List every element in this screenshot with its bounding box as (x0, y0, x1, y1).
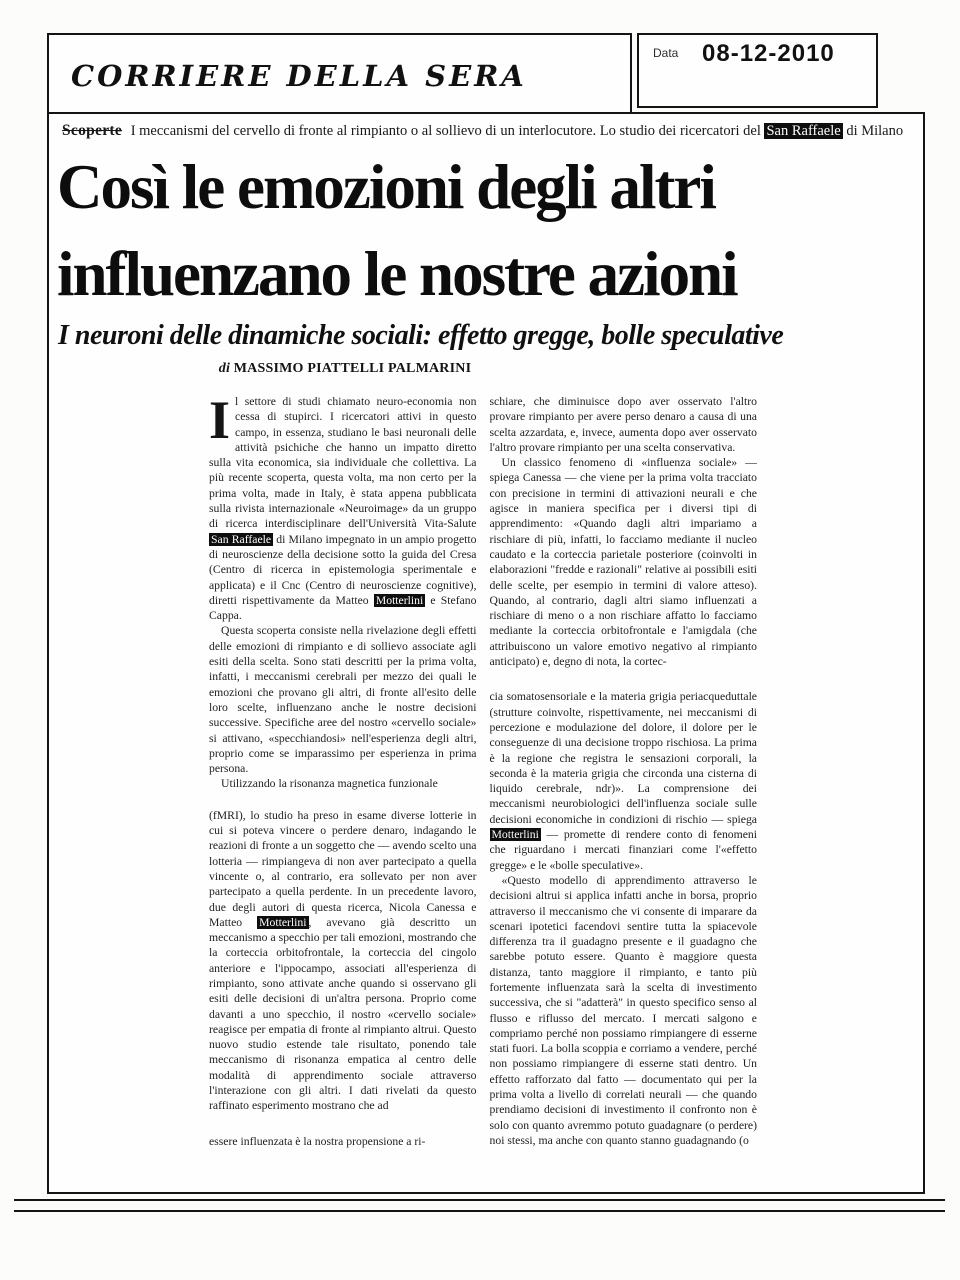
text-segment: e Stefano Cappa. (209, 593, 477, 623)
paragraph: Utilizzando la risonanza magnetica funzionale (221, 777, 438, 791)
kicker-section-label: Scoperte (62, 122, 123, 139)
paragraph: Un classico fenomeno di «influenza sociale» — spiega Canessa — che viene per la prima volta tracciato con precisione in termini di attivazioni neurali e che agisce in maniera specifica per i diversi tipi di apprendimento: «Quando dagli altri impariamo a rischiare di più, infatti, lo facciamo mediante il nucleo caudato e la corteccia parietale posteriore (coinvolti in elaborazioni "fredde e razionali" relative ai possibili esiti delle scelte, per esempio in termini di valore atteso). Quando, al contrario, dagli altri siamo influenzati a rischiare di meno o a non rischiare affatto lo facciamo mediante la corteccia orbitofrontale e l'amigdala (che attribuiscono un valore emotivo negativo al rimpianto anticipato) e, degno di nota, la cortec- (489, 456, 757, 669)
article-body (209, 390, 757, 1149)
highlight-san-raffaele: San Raffaele (211, 532, 272, 546)
newspaper-masthead: CORRIERE DELLA SERA (71, 59, 527, 93)
byline-author: MASSIMO PIATTELLI PALMARINI (233, 361, 472, 376)
paragraph: «Questo modello di apprendimento attraverso le decisioni altrui si applica infatti anche in borsa, proprio attraverso il meccanismo che vi consente di imparare da scenari ipotetici facendovi sentire tutta la spiacevole differenza tra il guadagno presente e il guadagno che sarebbe potuto essere. Quanto è maggiore questa distanza, tanto maggiore il rimpianto, e tanto più fortemente influenzata sarà la scelta di investimento successiva, che si "adatterà" in questo specifico senso al flusso e riflusso del mercato. I mercati salgono e compriamo perché non possiamo rimpiangere di esserne stati fuori. La bolla scoppia e corriamo a vendere, perché non possiamo rimpiangere di esserne stati dentro. Un effetto rafforzato dal fatto — documentato qui per la prima volta a livello di correlati neurali — che quando prendiamo decisioni di investimento il confronto non è solo con quanto avremmo potuto guadagnare (o perdere) noi stessi, ma anche con quanto stanno guadagnando (o (489, 873, 757, 1147)
date-box (637, 33, 878, 108)
subheadline: I neuroni delle dinamiche sociali: effetto gregge, bolle speculative (58, 320, 784, 351)
kicker-highlight-san-raffaele: San Raffaele (766, 123, 841, 139)
drop-cap: I (209, 390, 231, 450)
paragraph (490, 689, 758, 873)
masthead-box (47, 33, 632, 115)
paragraph (209, 808, 477, 1114)
highlight-motterlini: Motterlini (491, 828, 539, 842)
left-column (209, 390, 477, 1149)
kicker-text-after: di Milano (842, 123, 904, 139)
paragraph: schiare, che diminuisce dopo aver osservato l'altro provare rimpianto per avere perso denaro a causa di una scelta azzardata, e, invece, aumenta dopo aver osservato l'altro provare rimpianto per una scelta conservativa. (489, 395, 757, 454)
highlight-motterlini: Motterlini (375, 593, 424, 607)
date-value: 08-12-2010 (702, 40, 835, 67)
text-segment: , avevano già descritto un meccanismo a specchio per tali emozioni, mostrando che la corteccia orbitofrontale, la corteccia del cingolo anteriore e l'ippocampo, associati all'esperienza di rimpianto, sono attivate anche quando si osservano gli esiti delle decisioni di un'altra persona. Proprio come davanti a uno specchio, il nostro «cervello sociale» reagisce per empatia di fronte al rimpianto altrui. Questo nuovo studio estende tale risultato, ponendo tale meccanismo di risonanza empatica al centro delle modalità di apprendimento sociale attraverso l'interazione con gli altri. I dati rivelati da questo raffinato esperimento mostrano che ad (209, 915, 477, 1113)
bottom-rule-band (14, 1199, 945, 1212)
text-segment: — promette di rendere conto di fenomeni che riguardano i mercati finanziari come l'«effetto gregge» e le «bolle speculative». (489, 828, 757, 872)
highlight-motterlini: Motterlini (259, 915, 307, 929)
text-segment: di Milano impegnato in un ampio progetto di neuroscienze della decisione sotto la guida del Cresa (Centro di ricerca in epistemologia sperimentale e applicata) e il Cnc (Centro di neuroscienze cognitive), diretti rispettivamente da Matteo (209, 532, 477, 607)
paragraph (209, 390, 477, 623)
text-segment: cia somatosensoriale e la materia grigia periacqueduttale (strutture coinvolte, rispettivamente, nei meccanismi di percezione e modulazione del dolore, il dolore per le conseguenze di una decisione troppo rischiosa. La prima è la regione che registra le sensazioni corporali, la seconda è la materia grigia che circonda una cisterna di liquido cerebrale, ndr)». La comprensione dei meccanismi neurobiologici dell'influenza sociale sulle decisioni economiche in condizioni di rischio — spiega (489, 690, 757, 826)
article-frame (47, 112, 925, 1194)
right-column (490, 394, 758, 1149)
headline-line-1: Così le emozioni degli altri (57, 152, 715, 222)
headline (57, 144, 737, 318)
text-segment: l settore di studi chiamato neuro-economia non cessa di stupirci. I ricercatori attivi in questo campo, in essenza, studiano le basi neuronali delle attività psichiche che hanno un impatto diretto sulla vita economica, sia individuale che collettiva. La più recente scoperta, questa volta, ma non certo per la prima volta, made in Italy, è stata appena pubblicata sulla rivista internazionale «Neuroimage» da un gruppo di ricerca interdisciplinare dell'Università Vita-Salute (209, 395, 477, 531)
paragraph: Questa scoperta consiste nella rivelazione degli effetti delle emozioni di rimpianto e di sollievo associate agli esiti della scelta. Sono stati descritti per la prima volta, infatti, i meccanismi cerebrali per mezzo dei quali le emozioni che provano gli altri, di fronte all'esito delle loro scelte, influenzano anche le nostre decisioni successive. Specifiche aree del nostro «cervello sociale» si attivano, «specchiandosi» nell'esperienza degli altri, proprio come se imparassimo per esperienza in prima persona. (209, 624, 477, 776)
date-label: Data (653, 46, 679, 60)
byline-prefix: di (218, 361, 234, 376)
headline-line-2: influenzano le nostre azioni (57, 239, 737, 309)
kicker-text-before: I meccanismi del cervello di fronte al rimpianto o al sollievo di un interlocutore. Lo studio dei ricercatori del (127, 123, 765, 139)
paragraph: essere influenzata è la nostra propensione a ri- (209, 1134, 426, 1148)
kicker (62, 122, 915, 140)
text-segment: (fMRI), lo studio ha preso in esame diverse lotterie in cui si poteva vincere o perdere denaro, indagando le reazioni di fronte a un soggetto che — avendo scelto una lotteria — rimpiangeva di non aver partecipato a quella vincente o, al contrario, era sollevato per non aver partecipato a quella perdente. In un precedente lavoro, due degli autori di questa ricerca, Nicola Canessa e Matteo (209, 808, 477, 929)
byline (209, 361, 481, 377)
